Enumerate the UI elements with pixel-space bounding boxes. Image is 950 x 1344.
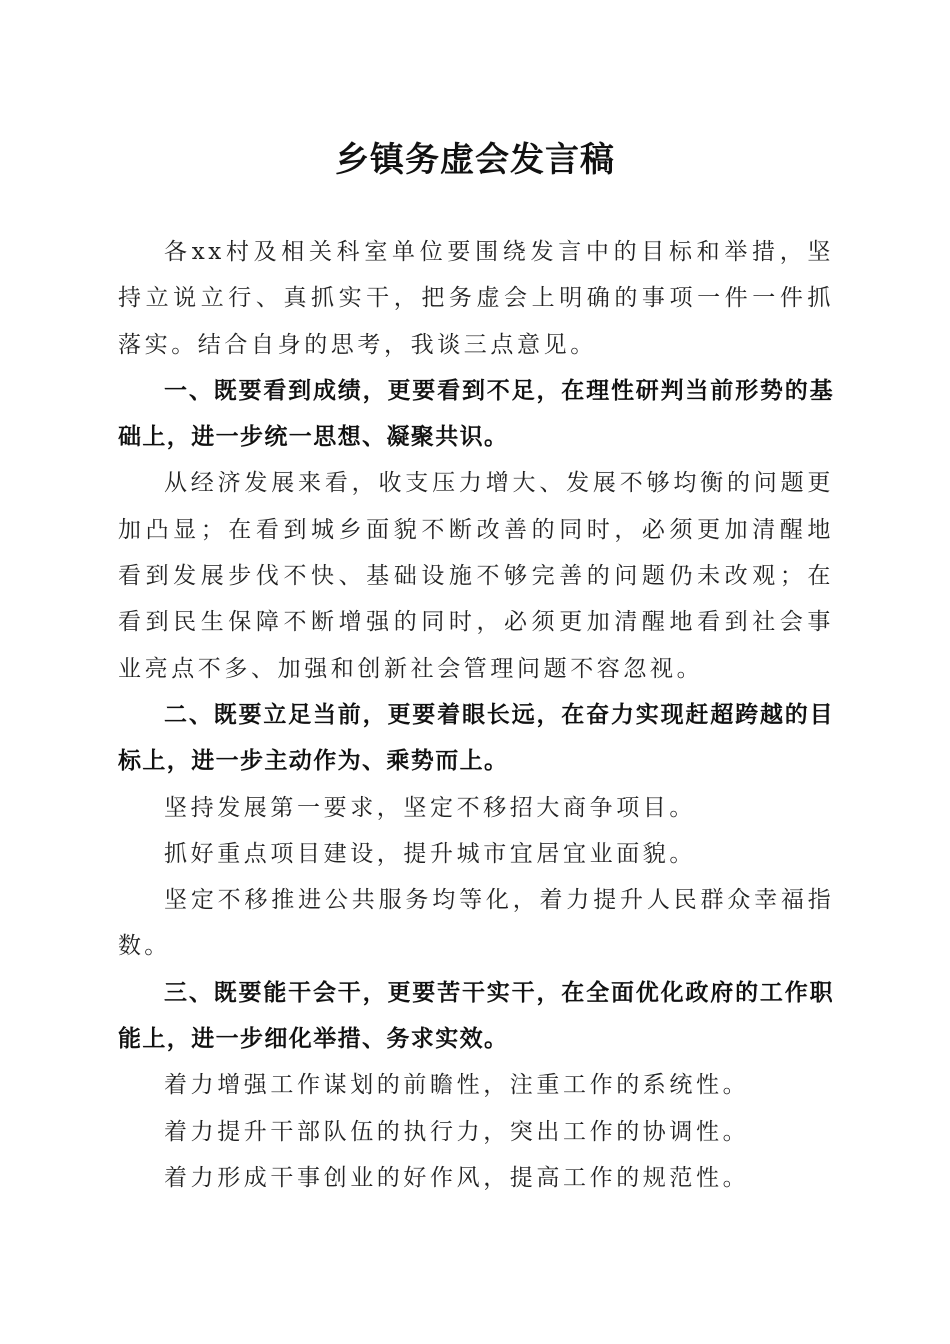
heading-point-three: 三、既要能干会干，更要苦干实干，在全面优化政府的工作职能上，进一步细化举措、务求实效。	[118, 979, 834, 1053]
paragraph-point-three-item-1: 着力增强工作谋划的前瞻性，注重工作的系统性。	[164, 1072, 750, 1099]
paragraph-point-one-body: 从经济发展来看，收支压力增大、发展不够均衡的问题更加凸显；在看到城乡面貌不断改善的同时，必须更加清醒地看到发展步伐不快、基础设施不够完善的问题仍未改观；在看到民生保障不断增强的同时，必须更加清醒地看到社会事业亮点不多、加强和创新社会管理问题不容忽视。	[118, 470, 834, 682]
paragraph-point-two-item-1: 坚持发展第一要求，坚定不移招大商争项目。	[164, 794, 696, 821]
paragraph-point-two-item-3: 坚定不移推进公共服务均等化，着力提升人民群众幸福指数。	[118, 887, 834, 960]
document-body	[118, 229, 834, 1201]
paragraph-point-three-item-3: 着力形成干事创业的好作风，提高工作的规范性。	[164, 1164, 750, 1191]
heading-point-one: 一、既要看到成绩，更要看到不足，在理性研判当前形势的基础上，进一步统一思想、凝聚共识。	[118, 377, 834, 451]
document-title: 乡镇务虚会发言稿	[335, 140, 615, 180]
paragraph-point-three-item-2: 着力提升干部队伍的执行力，突出工作的协调性。	[164, 1118, 750, 1145]
paragraph-intro: 各xx村及相关科室单位要围绕发言中的目标和举措，坚持立说立行、真抓实干，把务虚会上明确的事项一件一件抓落实。结合自身的思考，我谈三点意见。	[118, 239, 834, 358]
paragraph-point-two-item-2: 抓好重点项目建设，提升城市宜居宜业面貌。	[164, 840, 696, 867]
heading-point-two: 二、既要立足当前，更要着眼长远，在奋力实现赶超跨越的目标上，进一步主动作为、乘势而上。	[118, 701, 834, 775]
